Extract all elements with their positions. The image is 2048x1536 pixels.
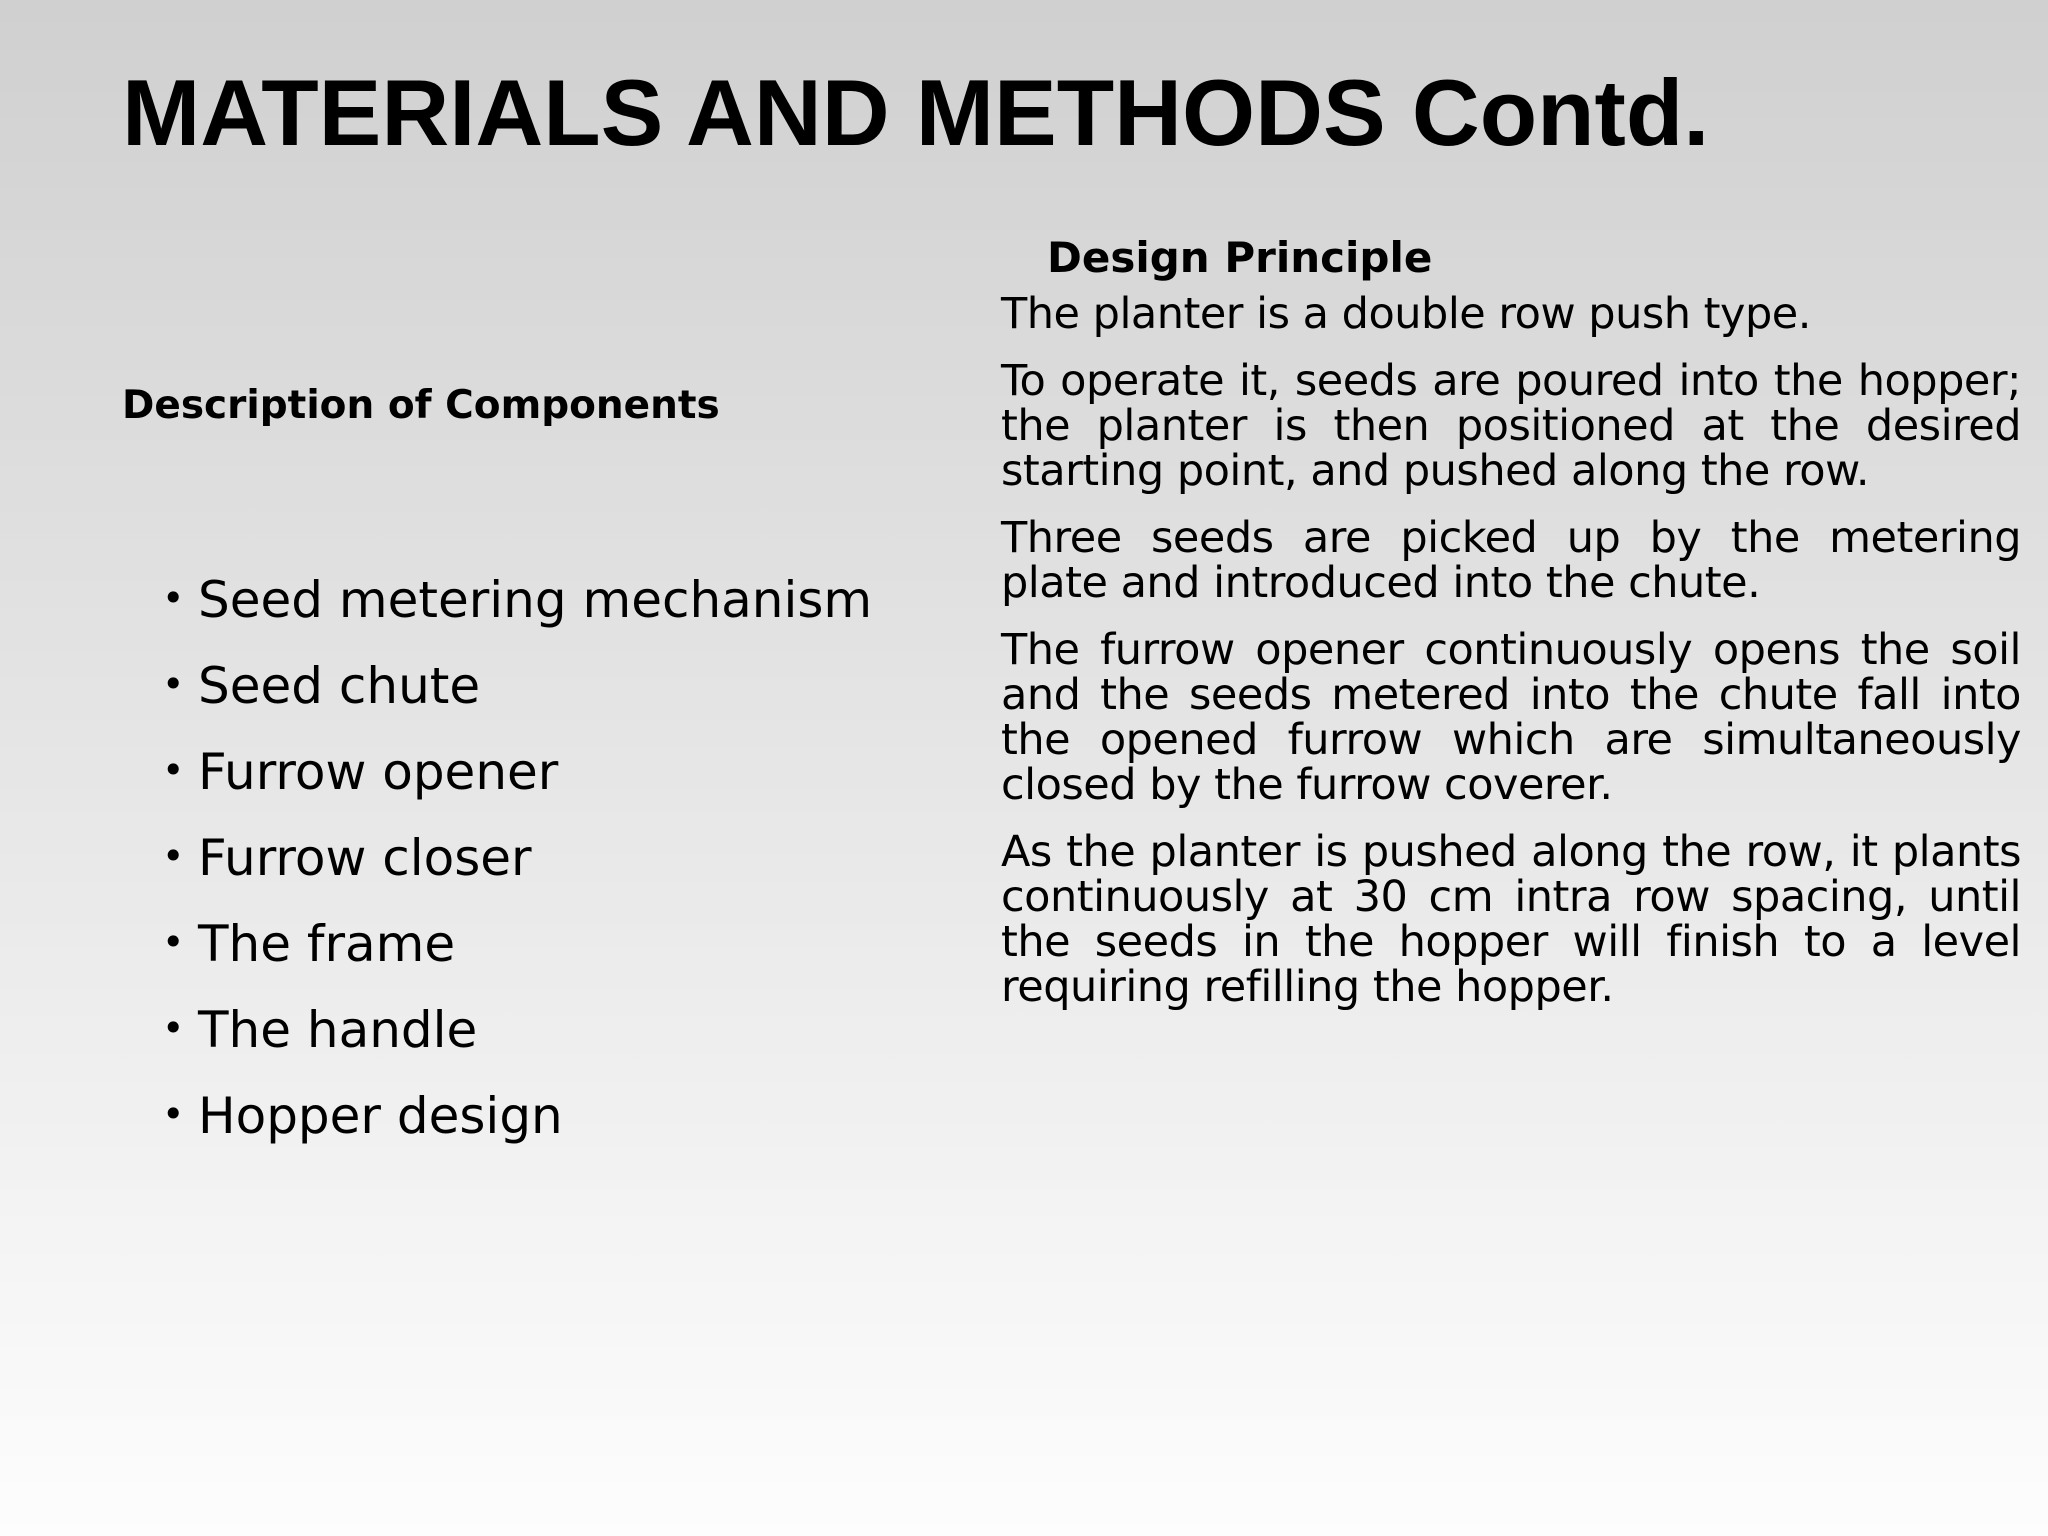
list-item — [162, 1086, 922, 1146]
bullet-icon: • — [162, 834, 185, 878]
paragraph: The furrow opener continuously opens the soil and the seeds metered into the chute fall into the opened furrow which are simultaneously closed by the furrow coverer. — [1001, 625, 2021, 810]
slide-title: MATERIALS AND METHODS Contd. — [122, 60, 1710, 165]
list-item-label: The handle — [198, 1001, 478, 1059]
bullet-icon: • — [162, 576, 185, 620]
list-item-label: Seed chute — [198, 657, 481, 715]
list-item — [162, 656, 922, 716]
bullet-icon: • — [162, 1092, 185, 1136]
list-item-label: Seed metering mechanism — [198, 571, 873, 629]
list-item-label: Furrow opener — [198, 743, 559, 801]
list-item-label: Hopper design — [198, 1087, 563, 1145]
components-list — [162, 570, 922, 1172]
list-item — [162, 742, 922, 802]
list-item-label: Furrow closer — [198, 829, 532, 887]
list-item — [162, 914, 922, 974]
list-item — [162, 570, 922, 630]
bullet-icon: • — [162, 748, 185, 792]
design-principle-column — [1001, 230, 2021, 1032]
bullet-icon: • — [162, 920, 185, 964]
paragraph: To operate it, seeds are poured into the hopper; the planter is then positioned at the desired starting point, and pushed along the row. — [1001, 356, 2021, 496]
components-heading: Description of Components — [122, 383, 720, 428]
bullet-icon: • — [162, 1006, 185, 1050]
design-principle-heading: Design Principle — [1047, 233, 1433, 282]
bullet-icon: • — [162, 662, 185, 706]
components-column — [122, 380, 922, 1145]
list-item-label: The frame — [198, 915, 456, 973]
paragraph: As the planter is pushed along the row, it plants continuously at 30 cm intra row spacing, until the seeds in the hopper will finish to a level requiring refilling the hopper. — [1001, 827, 2021, 1012]
list-item — [162, 828, 922, 888]
paragraph: Three seeds are picked up by the metering plate and introduced into the chute. — [1001, 513, 2021, 608]
list-item — [162, 1000, 922, 1060]
paragraph: The planter is a double row push type. — [1001, 289, 1811, 339]
